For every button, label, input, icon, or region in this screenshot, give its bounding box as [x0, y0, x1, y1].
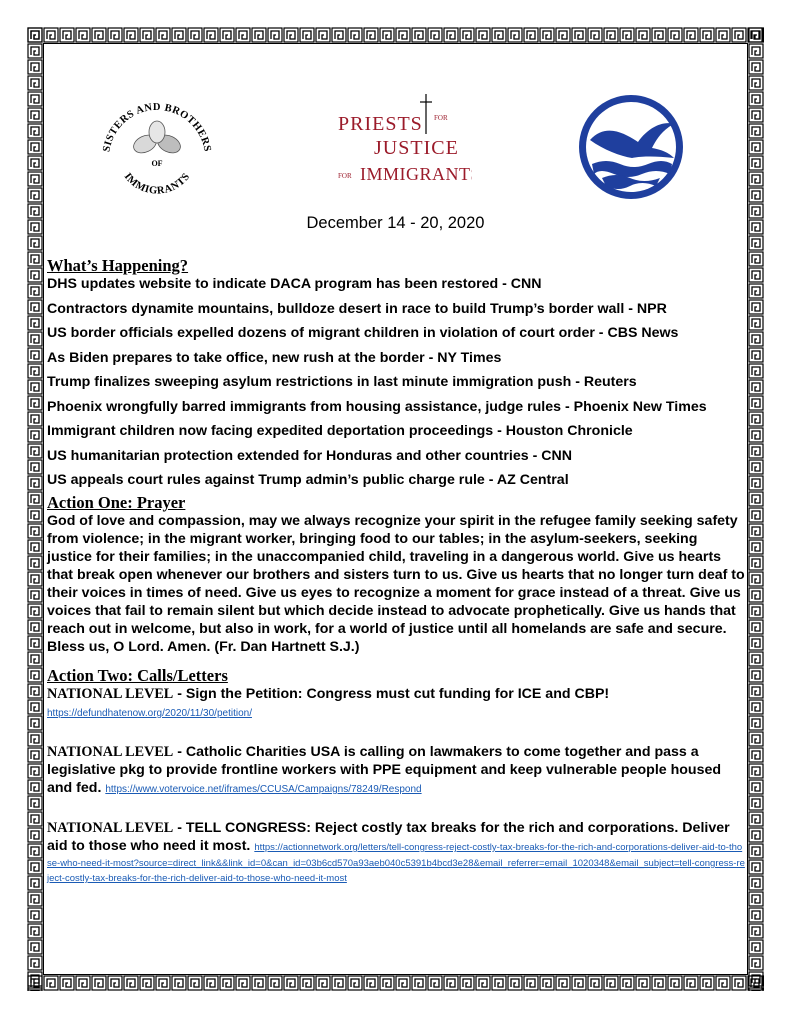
call-item: [47, 685, 745, 721]
dove-icon: [576, 92, 686, 202]
svg-text:PRIESTS: PRIESTS: [338, 113, 423, 135]
level-label: NATIONAL LEVEL: [47, 744, 174, 760]
call-item: [47, 819, 745, 885]
petition-link[interactable]: https://defundhatenow.org/2020/11/30/petition/: [47, 708, 252, 719]
news-item: Trump finalizes sweeping asylum restrictions in last minute immigration push - Reuters: [47, 374, 637, 390]
section-heading-happening: What’s Happening?: [47, 256, 189, 275]
news-item: US border officials expelled dozens of migrant children in violation of court order - CBS News: [47, 325, 679, 341]
news-item: DHS updates website to indicate DACA program has been restored - CNN: [47, 276, 542, 292]
main-content: [47, 256, 745, 885]
border-right: [748, 27, 764, 991]
priests-for-justice-logo: [336, 92, 472, 187]
prayer-text: God of love and compassion, may we always recognize your spirit in the refugee family seeking safety from violence; in the migrant worker, bringing food to our tables; in the asylum-seekers, seeking justice for their families; in the unaccompanied child, traveling in a dangerous world. Give us hearts that break open whenever our brothers and sisters turn to us. Give us hearts that no longer turn deaf to their voices in times of need. Give us eyes to recognize a moment for grace instead of a threat. Give us voices that fail to remain silent but which decide instead to advocate prophetically. Give us hands that reach out in welcome, but also in work, for a world of justice until all homelands are safe and secure. Bless us, O Lord. Amen. (Fr. Dan Hartnett S.J.): [47, 513, 745, 655]
news-item: Immigrant children now facing expedited deportation proceedings - Houston Chronicle: [47, 423, 633, 439]
svg-text:FOR: FOR: [338, 172, 352, 180]
sisters-and-brothers-logo: [97, 96, 217, 196]
svg-text:SISTERS AND BROTHERS: SISTERS AND BROTHERS: [101, 101, 213, 153]
call-text: - Sign the Petition: Congress must cut funding for ICE and CBP!: [173, 686, 610, 702]
call-text: - Catholic Charities USA is calling on lawmakers to come together and pass a legislative pkg to provide frontline workers with PPE equipment and keep vulnerable people housed and fed.: [47, 744, 722, 796]
border-bottom: [27, 975, 764, 991]
news-item: US appeals court rules against Trump admin’s public charge rule - AZ Central: [47, 472, 569, 488]
call-item: [47, 743, 745, 797]
level-label: NATIONAL LEVEL: [47, 686, 174, 702]
news-item: Contractors dynamite mountains, bulldoze desert in race to build Trump’s border wall - NPR: [47, 300, 667, 317]
border-top: [27, 27, 764, 43]
section-heading-prayer: Action One: Prayer: [47, 493, 186, 512]
border-left: [27, 27, 43, 991]
votervoice-link[interactable]: https://www.votervoice.net/iframes/CCUSA/Campaigns/78249/Respond: [105, 784, 422, 795]
news-item: Phoenix wrongfully barred immigrants from housing assistance, judge rules - Phoenix New Times: [47, 398, 707, 415]
call-text: - TELL CONGRESS: Reject costly tax breaks for the rich and corporations. Deliver aid to those who need it most.: [47, 820, 730, 854]
svg-text:JUSTICE: JUSTICE: [374, 137, 459, 159]
svg-text:FOR: FOR: [434, 114, 448, 122]
actionnetwork-link[interactable]: https://actionnetwork.org/letters/tell-congress-reject-costly-tax-breaks-for-the-rich-and-corporations-deliver-aid-to-those-who-need-it-most?source=direct_link&&link_id=0&can_id=03b6cd570a93aeb040c5391b4bcd3e28&email_referrer=email_1020348&email_subject=tell-congress-reject-costly-tax-breaks-for-the-rich-deliver-aid-to-those-who-need-it-most: [47, 842, 745, 884]
svg-text:IMMIGRANTS: IMMIGRANTS: [121, 171, 193, 196]
date-range: December 14 - 20, 2020: [306, 214, 485, 232]
level-label: NATIONAL LEVEL: [47, 820, 174, 836]
section-heading-calls: Action Two: Calls/Letters: [47, 666, 228, 685]
news-item: As Biden prepares to take office, new rush at the border - NY Times: [47, 349, 502, 366]
svg-text:IMMIGRANTS: IMMIGRANTS: [360, 164, 472, 184]
news-item: US humanitarian protection extended for Honduras and other countries - CNN: [47, 447, 572, 464]
svg-text:OF: OF: [151, 159, 163, 168]
